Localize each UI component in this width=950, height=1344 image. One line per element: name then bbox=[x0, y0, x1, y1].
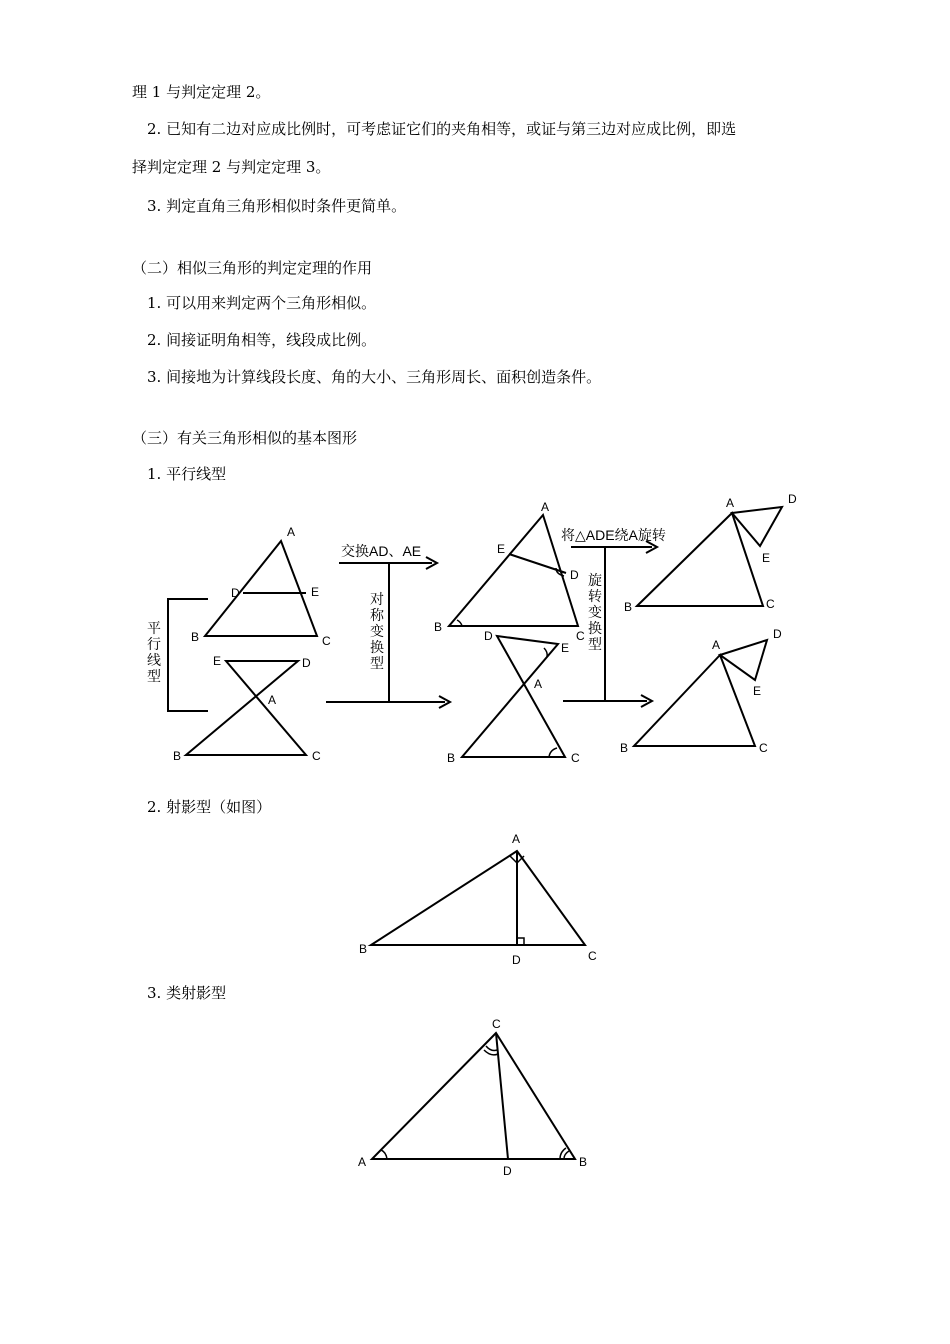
point-label-c: C bbox=[492, 1017, 501, 1031]
point-label-d: D bbox=[484, 629, 493, 643]
parallel-line-figure bbox=[147, 492, 797, 765]
point-label-e: E bbox=[213, 654, 222, 668]
text-line-4: 3. 判定直角三角形相似时条件更简单。 bbox=[147, 197, 407, 215]
side-label-char: 平 bbox=[147, 620, 161, 636]
list-item: 3. 间接地为计算线段长度、角的大小、三角形周长、面积创造条件。 bbox=[147, 368, 602, 386]
rotation-label-char: 转 bbox=[588, 588, 602, 604]
rotation-label-char: 换 bbox=[588, 620, 602, 636]
point-label-b: B bbox=[447, 751, 456, 765]
list-item: 2. 射影型（如图） bbox=[147, 798, 272, 816]
point-label-c: C bbox=[759, 741, 768, 755]
point-label-a: A bbox=[268, 693, 277, 707]
point-label-e: E bbox=[762, 551, 771, 565]
triangle-abc bbox=[205, 541, 320, 636]
list-item: 3. 类射影型 bbox=[147, 984, 227, 1002]
angle-mark bbox=[486, 1046, 497, 1051]
angle-mark bbox=[381, 1150, 387, 1159]
symmetric-label-char: 型 bbox=[370, 655, 384, 671]
quasi-projection-figure bbox=[358, 1017, 587, 1178]
side-label-char: 型 bbox=[147, 668, 161, 684]
point-label-b: B bbox=[191, 630, 200, 644]
swap-label: 交换AD、AE bbox=[341, 543, 422, 559]
angle-mark bbox=[549, 748, 557, 757]
right-angle-mark bbox=[517, 938, 524, 945]
point-label-d: D bbox=[302, 656, 311, 670]
rotation-label-char: 变 bbox=[588, 604, 602, 620]
point-label-d: D bbox=[231, 586, 240, 600]
point-label-d: D bbox=[773, 627, 782, 641]
point-label-d: D bbox=[503, 1164, 512, 1178]
point-label-a: A bbox=[534, 677, 543, 691]
list-item: 2. 间接证明角相等，线段成比例。 bbox=[147, 331, 377, 349]
symmetric-label-char: 变 bbox=[370, 623, 384, 639]
side-label-char: 行 bbox=[147, 636, 161, 652]
point-label-b: B bbox=[173, 749, 182, 763]
list-item: 1. 平行线型 bbox=[147, 465, 227, 483]
point-label-a: A bbox=[726, 496, 735, 510]
point-label-d: D bbox=[570, 568, 579, 582]
point-label-d: D bbox=[788, 492, 797, 506]
symmetric-label-char: 称 bbox=[370, 607, 384, 623]
point-label-e: E bbox=[311, 585, 320, 599]
text-line-3: 择判定定理 2 与判定定理 3。 bbox=[132, 158, 331, 176]
point-label-b: B bbox=[579, 1155, 588, 1169]
point-label-b: B bbox=[624, 600, 633, 614]
projection-figure bbox=[359, 832, 597, 967]
point-label-b: B bbox=[620, 741, 629, 755]
text-line-1: 理 1 与判定定理 2。 bbox=[132, 83, 271, 101]
rotation-label-char: 旋 bbox=[588, 572, 602, 588]
point-label-a: A bbox=[712, 638, 721, 652]
point-label-b: B bbox=[359, 942, 368, 956]
point-label-a: A bbox=[287, 525, 296, 539]
triangle-abc bbox=[372, 1033, 575, 1159]
symmetric-label-char: 换 bbox=[370, 639, 384, 655]
rotation-label-char: 型 bbox=[588, 636, 602, 652]
angle-mark bbox=[544, 648, 547, 657]
triangle-abc bbox=[371, 851, 585, 945]
point-label-e: E bbox=[497, 542, 506, 556]
point-label-c: C bbox=[576, 629, 585, 643]
bracket-shape bbox=[168, 599, 208, 711]
point-label-c: C bbox=[766, 597, 775, 611]
point-label-e: E bbox=[561, 641, 570, 655]
triangle-ade bbox=[732, 507, 782, 546]
angle-mark bbox=[564, 1151, 569, 1159]
point-label-a: A bbox=[512, 832, 521, 846]
point-label-c: C bbox=[312, 749, 321, 763]
list-item: 1. 可以用来判定两个三角形相似。 bbox=[147, 294, 377, 312]
point-label-a: A bbox=[358, 1155, 367, 1169]
hourglass-shape bbox=[186, 661, 306, 755]
point-label-a: A bbox=[541, 500, 550, 514]
point-label-d: D bbox=[512, 953, 521, 967]
symmetric-label-char: 对 bbox=[370, 591, 384, 607]
point-label-b: B bbox=[434, 620, 443, 634]
point-label-c: C bbox=[588, 949, 597, 963]
hourglass-shape bbox=[462, 636, 565, 757]
side-label-char: 线 bbox=[147, 652, 161, 668]
section-heading-3: （三）有关三角形相似的基本图形 bbox=[132, 429, 358, 447]
point-label-e: E bbox=[753, 684, 762, 698]
point-label-c: C bbox=[571, 751, 580, 765]
rotate-label: 将△ADE绕A旋转 bbox=[561, 527, 666, 543]
point-label-c: C bbox=[322, 634, 331, 648]
section-heading-2: （二）相似三角形的判定定理的作用 bbox=[132, 259, 373, 277]
text-line-2: 2. 已知有二边对应成比例时，可考虑证它们的夹角相等，或证与第三边对应成比例，即选 bbox=[147, 120, 737, 138]
segment-cd bbox=[496, 1033, 508, 1159]
